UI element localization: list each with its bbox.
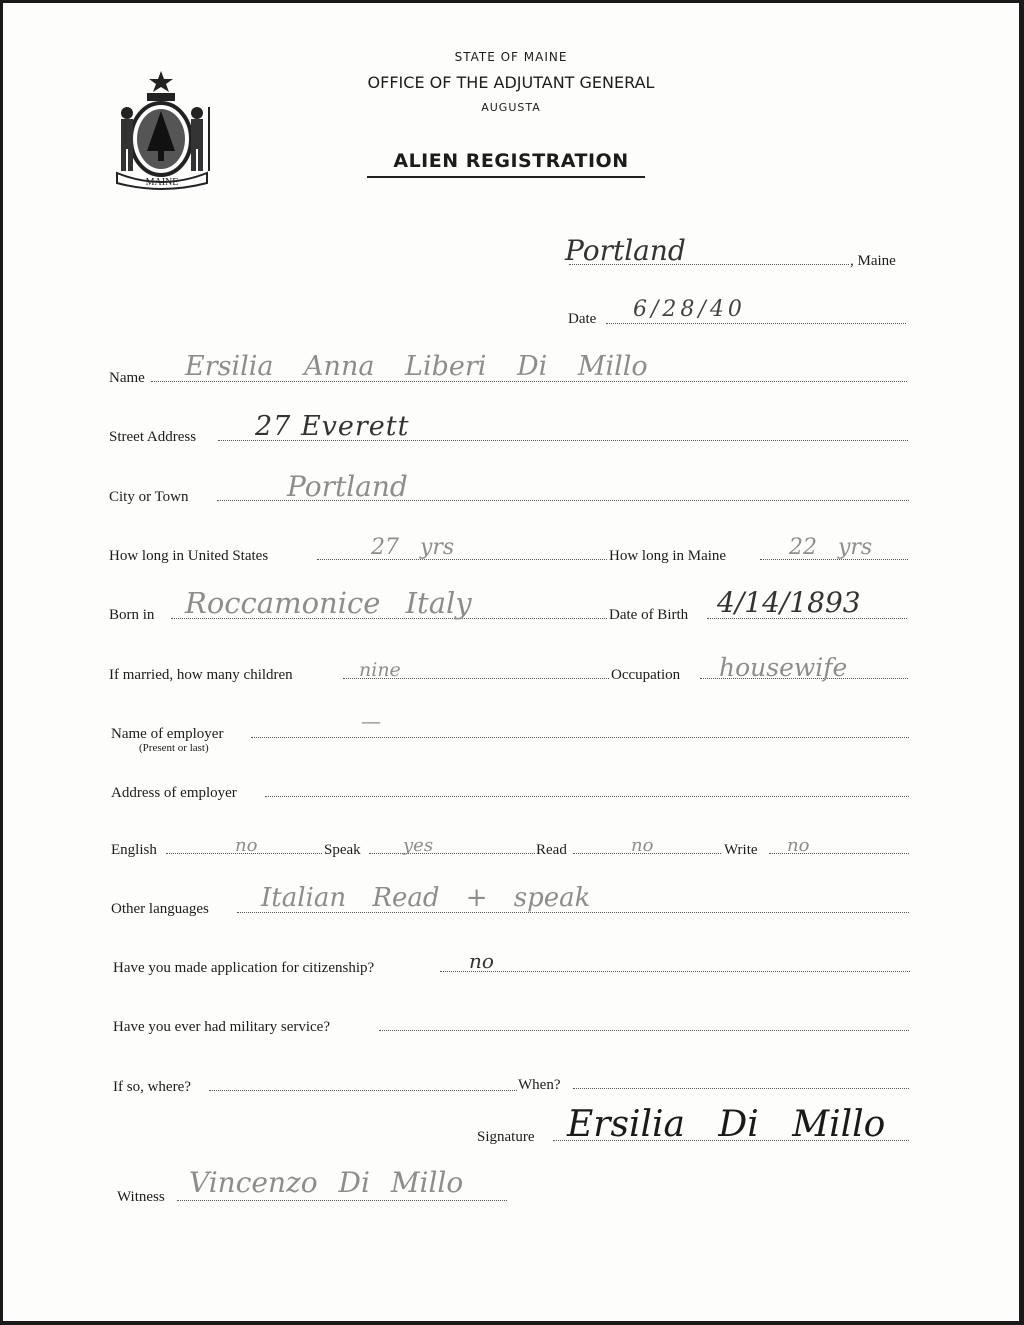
signature-value: Ersilia Di Millo — [567, 1104, 886, 1145]
children-label: If married, how many children — [109, 667, 293, 683]
where-line — [209, 1090, 517, 1091]
location-suffix: , Maine — [850, 253, 896, 269]
employer-label: Name of employer — [111, 726, 224, 742]
name-label: Name — [109, 370, 145, 386]
title-underline — [367, 176, 645, 178]
maine-duration-label: How long in Maine — [609, 548, 727, 564]
dob-value: 4/14/1893 — [717, 586, 861, 619]
employer-sublabel: (Present or last) — [139, 742, 209, 754]
name-value: Ersilia Anna Liberi Di Millo — [185, 351, 648, 382]
witness-label: Witness — [117, 1189, 165, 1205]
employer-value: — — [361, 709, 381, 733]
signature-label: Signature — [477, 1129, 535, 1145]
witness-line — [177, 1200, 507, 1201]
citizenship-label: Have you made application for citizenship? — [113, 960, 375, 976]
citizenship-line — [440, 971, 910, 972]
employer-line — [251, 737, 909, 738]
city-heading: AUGUSTA — [481, 101, 541, 114]
speak-label: Speak — [324, 842, 361, 858]
read-label: Read — [536, 842, 567, 858]
city-value: Portland — [287, 470, 408, 503]
english-value: no — [235, 835, 258, 856]
speak-line — [369, 853, 535, 854]
seal-banner-text: MAINE — [145, 177, 179, 188]
us-duration-label: How long in United States — [109, 548, 269, 564]
city-label: City or Town — [109, 489, 189, 505]
maine-seal-icon — [107, 67, 217, 191]
date-value: 6/28/40 — [633, 297, 746, 322]
other-languages-value: Italian Read + speak — [261, 883, 591, 913]
when-line — [573, 1088, 909, 1089]
children-value: nine — [359, 659, 401, 681]
date-label: Date — [568, 311, 597, 327]
citizenship-value: no — [469, 949, 494, 973]
street-label: Street Address — [109, 429, 197, 445]
location-value: Portland — [565, 234, 686, 267]
form-title: ALIEN REGISTRATION — [393, 150, 629, 172]
write-label: Write — [724, 842, 758, 858]
speak-value: yes — [403, 835, 434, 856]
occupation-label: Occupation — [611, 667, 681, 683]
date-line — [606, 323, 906, 324]
military-label: Have you ever had military service? — [113, 1019, 330, 1035]
occupation-value: housewife — [719, 653, 848, 682]
employer-address-line — [265, 796, 909, 797]
other-languages-label: Other languages — [111, 901, 209, 917]
where-label: If so, where? — [113, 1079, 191, 1095]
maine-duration-value: 22 yrs — [789, 535, 873, 560]
born-label: Born in — [109, 607, 155, 623]
military-line — [379, 1030, 909, 1031]
witness-value: Vincenzo Di Millo — [189, 1166, 464, 1199]
registration-form — [3, 3, 1019, 1321]
street-value: 27 Everett — [255, 411, 410, 442]
when-label: When? — [518, 1077, 561, 1093]
us-duration-line — [317, 559, 607, 560]
read-value: no — [631, 835, 654, 856]
english-label: English — [111, 842, 157, 858]
employer-address-label: Address of employer — [111, 785, 237, 801]
write-value: no — [787, 835, 810, 856]
office-heading: OFFICE OF THE ADJUTANT GENERAL — [367, 73, 655, 92]
location-line — [569, 264, 849, 265]
born-value: Roccamonice Italy — [185, 586, 472, 620]
state-heading: STATE OF MAINE — [454, 50, 568, 64]
us-duration-value: 27 yrs — [371, 535, 455, 560]
dob-label: Date of Birth — [609, 607, 689, 623]
